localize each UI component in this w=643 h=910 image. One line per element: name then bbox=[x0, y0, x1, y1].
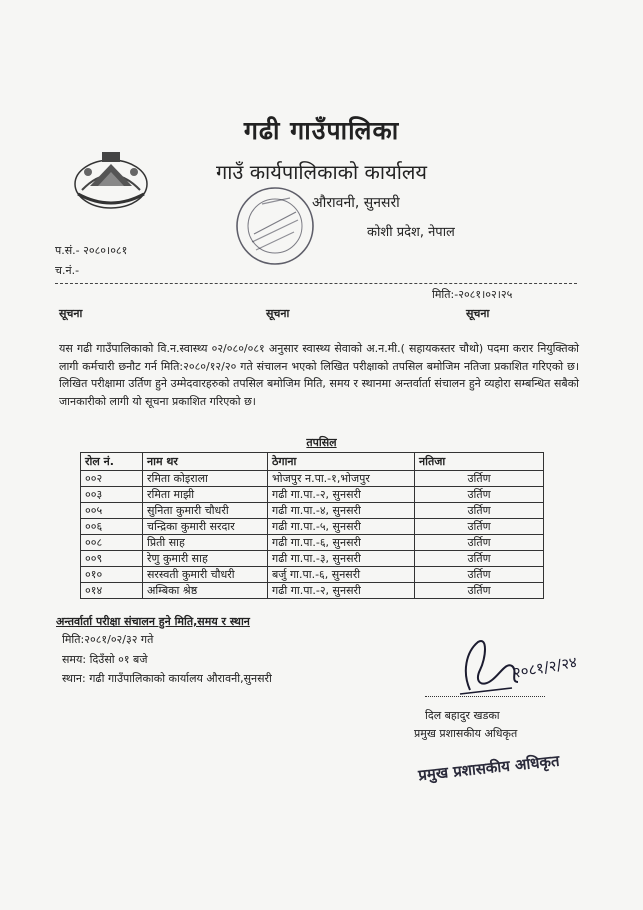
header-roll-no: रोल नं. bbox=[81, 453, 143, 471]
roll-no-cell: ०१४ bbox=[81, 583, 143, 599]
result-cell: उर्तिण bbox=[415, 583, 544, 599]
signatory-title: प्रमुख प्रशासकीय अधिकृत bbox=[414, 727, 518, 740]
office-location: औरावनी, सुनसरी bbox=[312, 195, 400, 211]
office-province: कोशी प्रदेश, नेपाल bbox=[367, 225, 455, 240]
table-row bbox=[81, 567, 544, 583]
address-cell: बर्जु गा.पा.-६, सुनसरी bbox=[268, 567, 415, 583]
reference-number: प.सं.- २०८०।०८१ bbox=[55, 244, 128, 257]
interview-time: समय: दिउँसो ०१ बजे bbox=[62, 653, 148, 666]
result-cell: उर्तिण bbox=[415, 551, 544, 567]
table-header-row bbox=[81, 453, 544, 471]
header-address: ठेगाना bbox=[268, 453, 415, 471]
result-cell: उर्तिण bbox=[415, 503, 544, 519]
name-cell: चन्द्रिका कुमारी सरदार bbox=[143, 519, 268, 535]
office-title: गढी गाउँपालिका bbox=[243, 116, 400, 145]
result-cell: उर्तिण bbox=[415, 487, 544, 503]
table-row bbox=[81, 471, 544, 487]
office-subtitle: गाउँ कार्यपालिकाको कार्यालय bbox=[215, 160, 428, 184]
result-cell: उर्तिण bbox=[415, 471, 544, 487]
notice-body-text: यस गढी गाउँपालिकाको वि.न.स्वास्थ्य ०२/०८०/०८१ अनुसार स्वास्थ्य सेवाको अ.न.मी.( सहायकस्तर चौथो) पदमा करार नियुक्तिको लागी कर्मचारी छनौट गर्न मिति:२०८०/१२/२० गते संचालन भएको लिखित परीक्षाको तपसिल बमोजिम नतिजा प्रकाशित गरिएको छ। लिखित परीक्षामा उर्तिण हुने उम्मेदवारहरुको तपसिल बमोजिम मिति, समय र स्थानमा अन्तर्वार्ता संचालन हुने व्यहोरा सम्बन्धित सबैको जानकारीको लागी यो सूचना प्रकाशित गरिएको छ। bbox=[59, 342, 579, 408]
header-result: नतिजा bbox=[415, 453, 544, 471]
handwritten-signature bbox=[452, 632, 592, 702]
table-row bbox=[81, 535, 544, 551]
table-row bbox=[81, 551, 544, 567]
name-cell: अम्बिका श्रेष्ठ bbox=[143, 583, 268, 599]
signature-date: २०८१/२/२४ bbox=[511, 652, 579, 682]
address-cell: गढी गा.पा.-३, सुनसरी bbox=[268, 551, 415, 567]
table-caption: तपसिल bbox=[306, 436, 337, 449]
table-row bbox=[81, 503, 544, 519]
result-cell: उर्तिण bbox=[415, 519, 544, 535]
roll-no-cell: ००२ bbox=[81, 471, 143, 487]
result-cell: उर्तिण bbox=[415, 567, 544, 583]
notice-label-center: सूचना bbox=[266, 307, 290, 320]
name-cell: रमिता माझी bbox=[143, 487, 268, 503]
interview-place: स्थान: गढी गाउँपालिकाको कार्यालय औरावनी,सुनसरी bbox=[62, 672, 272, 685]
table-row bbox=[81, 583, 544, 599]
roll-no-cell: ००६ bbox=[81, 519, 143, 535]
office-seal bbox=[232, 182, 318, 270]
address-cell: गढी गा.पा.-२, सुनसरी bbox=[268, 487, 415, 503]
notice-date: मिति:-२०८१।०२।२५ bbox=[432, 288, 513, 301]
roll-no-cell: ०१० bbox=[81, 567, 143, 583]
result-cell: उर्तिण bbox=[415, 535, 544, 551]
table-row bbox=[81, 519, 544, 535]
address-cell: भोजपुर न.पा.-१,भोजपुर bbox=[268, 471, 415, 487]
name-cell: सरस्वती कुमारी चौधरी bbox=[143, 567, 268, 583]
roll-no-cell: ००३ bbox=[81, 487, 143, 503]
signatory-name: दिल बहादुर खडका bbox=[425, 709, 500, 722]
name-cell: सुनिता कुमारी चौधरी bbox=[143, 503, 268, 519]
header-divider bbox=[55, 283, 577, 284]
interview-date: मिति:२०८१/०२/३२ गते bbox=[62, 633, 154, 646]
notice-paragraph bbox=[59, 340, 579, 410]
name-cell: रमिता कोइराला bbox=[143, 471, 268, 487]
roll-no-cell: ००५ bbox=[81, 503, 143, 519]
notice-label-left: सूचना bbox=[59, 307, 83, 320]
signature-line bbox=[425, 696, 545, 697]
notice-label-right: सूचना bbox=[466, 307, 490, 320]
roll-no-cell: ००८ bbox=[81, 535, 143, 551]
name-cell: प्रिती साह bbox=[143, 535, 268, 551]
dispatch-number: च.नं.- bbox=[55, 264, 80, 277]
results-table bbox=[80, 452, 544, 599]
address-cell: गढी गा.पा.-२, सुनसरी bbox=[268, 583, 415, 599]
address-cell: गढी गा.पा.-५, सुनसरी bbox=[268, 519, 415, 535]
header-name: नाम थर bbox=[143, 453, 268, 471]
designation-stamp: प्रमुख प्रशासकीय अधिकृत bbox=[417, 751, 561, 785]
interview-heading: अन्तर्वार्ता परीक्षा संचालन हुने मिति,समय र स्थान bbox=[56, 615, 250, 628]
roll-no-cell: ००९ bbox=[81, 551, 143, 567]
name-cell: रेणु कुमारी साह bbox=[143, 551, 268, 567]
address-cell: गढी गा.पा.-४, सुनसरी bbox=[268, 503, 415, 519]
table-row bbox=[81, 487, 544, 503]
address-cell: गढी गा.पा.-६, सुनसरी bbox=[268, 535, 415, 551]
